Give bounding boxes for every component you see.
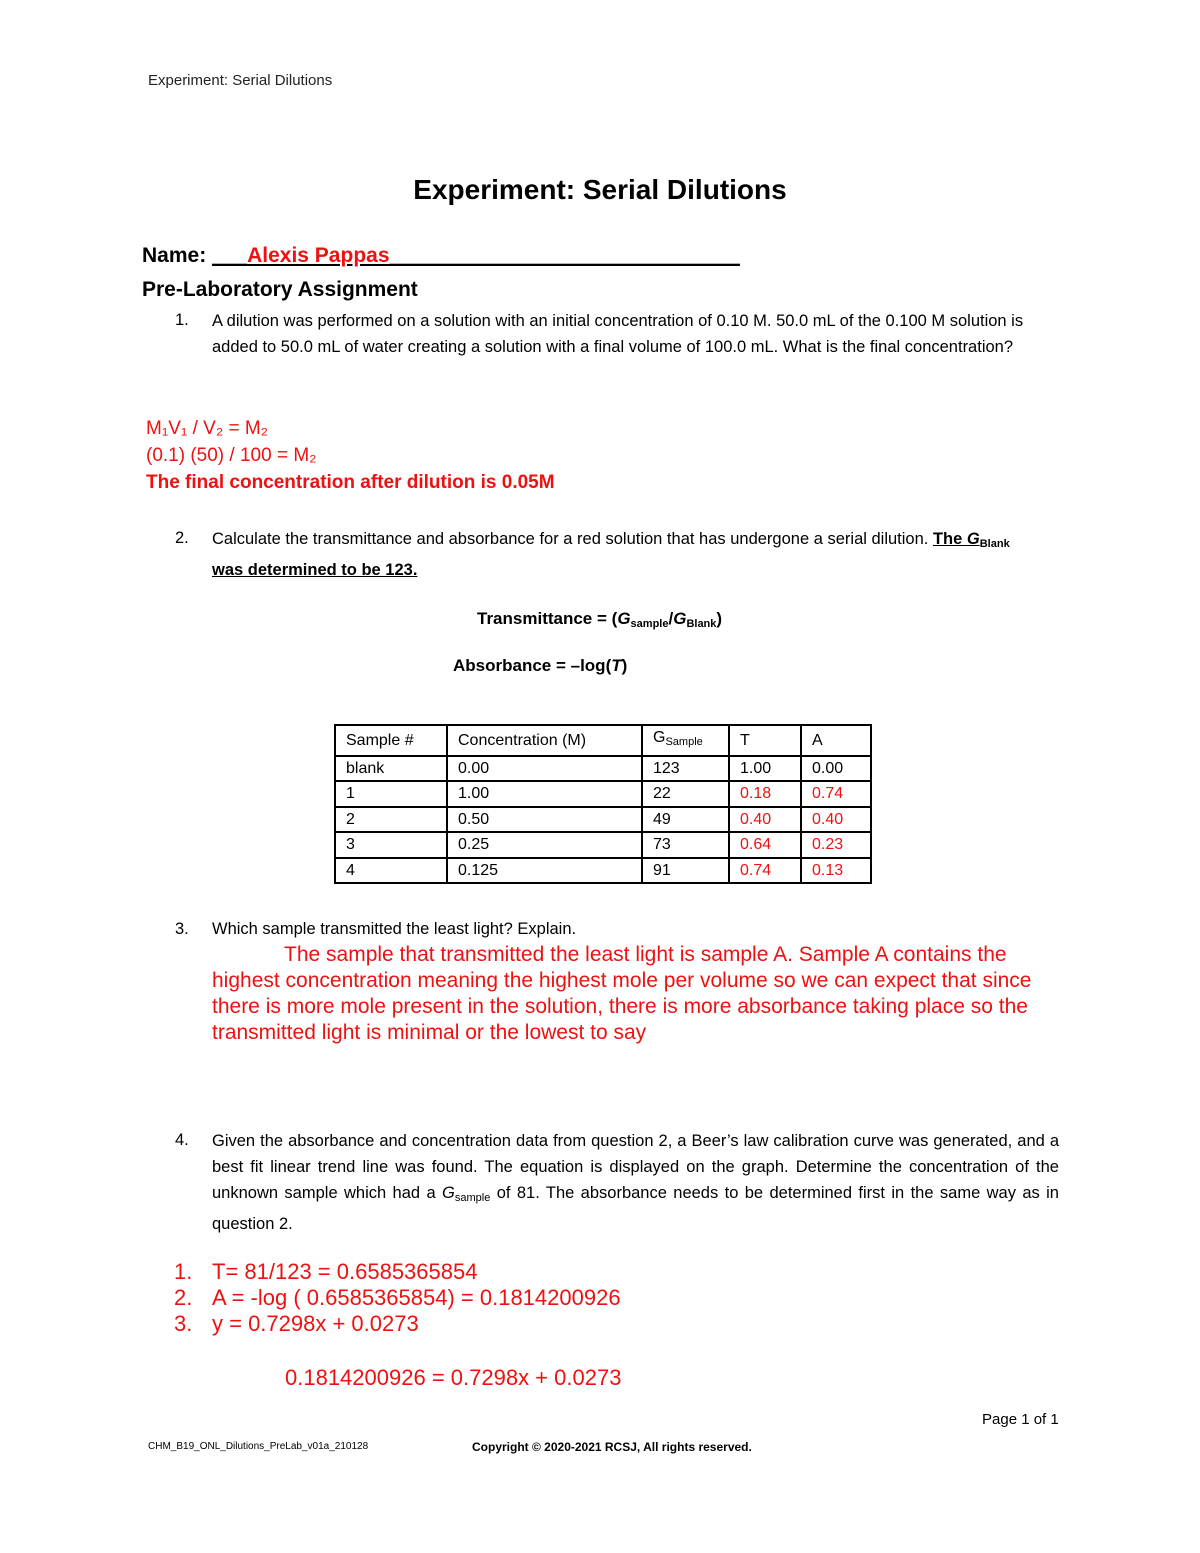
q3-answer: The sample that transmitted the least light is sample A. Sample A contains the highest concentration meaning the highest mole per volume so we can expect that since there is more mole present in the solution, there is more absorbance taking place so the transmitted light is minimal or the lowest to say — [212, 943, 1032, 1044]
header-concentration: Concentration (M) — [447, 725, 642, 756]
cell-sample: 4 — [335, 858, 447, 884]
header-sample: Sample # — [335, 725, 447, 756]
q2-emphasis-suffix: was determined to be 123. — [212, 561, 418, 579]
copyright: Copyright © 2020-2021 RCSJ, All rights reserved. — [472, 1440, 752, 1454]
q4-text-sub: sample — [454, 1192, 491, 1204]
running-header: Experiment: Serial Dilutions — [148, 72, 333, 89]
f1-left: Transmittance = ( — [477, 609, 618, 628]
q1-text: A dilution was performed on a solution with an initial concentration of 0.10 M. 50.0 mL of the 0.100 M solution is added to 50.0 mL of water creating a solution with a final volume of 100.0 mL. What is the final concentration? — [212, 312, 1024, 356]
cell-sample: blank — [335, 756, 447, 782]
table-row — [335, 832, 871, 858]
student-name: Alexis Pappas — [247, 244, 390, 267]
q4-text-part1: Given the absorbance and concentration data from question 2, a Beer’s law calibration curve was generated, and a best fit linear trend line was found. The equation is displayed on the graph. Determine the concentration of the unknown sample which had a — [212, 1132, 1059, 1202]
q4-final-equation: 0.1814200926 = 0.7298x + 0.0273 — [285, 1365, 622, 1390]
absorbance-formula — [453, 656, 627, 676]
q1-answer-line1: M₁V₁ / V₂ = M₂ — [146, 418, 269, 439]
cell-concentration: 0.00 — [447, 756, 642, 782]
q4-text-g: G — [442, 1184, 455, 1202]
cell-concentration: 1.00 — [447, 781, 642, 807]
header-g-sub: Sample — [665, 736, 703, 748]
cell-g: 49 — [642, 807, 729, 833]
cell-g: 73 — [642, 832, 729, 858]
f1-right: ) — [716, 609, 723, 628]
name-label: Name: — [142, 244, 207, 267]
cell-a: 0.40 — [801, 807, 871, 833]
table-row — [335, 858, 871, 884]
q2-text: Calculate the transmittance and absorbance for a red solution that has undergone a serial dilution. — [212, 530, 929, 548]
cell-a: 0.74 — [801, 781, 871, 807]
q4-text — [212, 1128, 1059, 1237]
name-row — [142, 244, 740, 268]
q4-number: 4. — [175, 1131, 189, 1149]
header-a: A — [801, 725, 871, 756]
cell-sample: 3 — [335, 832, 447, 858]
cell-g: 22 — [642, 781, 729, 807]
table-row — [335, 781, 871, 807]
q3-text: Which sample transmitted the least light? Explain. — [212, 920, 577, 938]
f1-sub1: sample — [630, 618, 669, 630]
q4-answer-item — [174, 1285, 621, 1311]
q4-answer-num: 3. — [174, 1311, 193, 1336]
cell-concentration: 0.125 — [447, 858, 642, 884]
cell-a: 0.00 — [801, 756, 871, 782]
cell-concentration: 0.50 — [447, 807, 642, 833]
f1-sub2: Blank — [686, 618, 717, 630]
q4-answer-text: T= 81/123 = 0.6585365854 — [212, 1259, 478, 1284]
document-title: Experiment: Serial Dilutions — [413, 174, 787, 205]
table-row — [335, 807, 871, 833]
q1-answer-line3: The final concentration after dilution is 0.05M — [146, 472, 555, 493]
cell-g: 123 — [642, 756, 729, 782]
q4-answer-text: y = 0.7298x + 0.0273 — [212, 1311, 419, 1336]
cell-a: 0.23 — [801, 832, 871, 858]
cell-g: 91 — [642, 858, 729, 884]
header-t: T — [729, 725, 801, 756]
q4-answer-item — [174, 1259, 478, 1285]
q4-answer-num: 1. — [174, 1259, 193, 1284]
q4-answer-text: A = -log ( 0.6585365854) = 0.1814200926 — [212, 1285, 621, 1310]
cell-t: 0.74 — [729, 858, 801, 884]
name-trail-underline: ______________________________ — [389, 244, 740, 267]
cell-concentration: 0.25 — [447, 832, 642, 858]
document-code: CHM_B19_ONL_Dilutions_PreLab_v01a_210128 — [148, 1441, 369, 1452]
q4-text-part2: of 81. The absorbance needs to be determined first in the same way as in question 2. — [212, 1184, 1059, 1233]
table-row — [335, 756, 871, 782]
q2-number: 2. — [175, 529, 189, 547]
q2-text-block — [212, 526, 1042, 583]
f1-slash: / — [668, 609, 674, 628]
cell-sample: 2 — [335, 807, 447, 833]
cell-sample: 1 — [335, 781, 447, 807]
dilution-data-table — [334, 724, 872, 884]
cell-a: 0.13 — [801, 858, 871, 884]
q2-emphasis-g: G — [966, 530, 980, 548]
q1-answer-line2: (0.1) (50) / 100 = M₂ — [146, 445, 317, 466]
q4-answer-num: 2. — [174, 1285, 193, 1310]
section-title: Pre-Laboratory Assignment — [142, 278, 418, 301]
q1-number: 1. — [175, 311, 189, 329]
q4-answer-item — [174, 1311, 419, 1337]
page-number: Page 1 of 1 — [982, 1411, 1059, 1428]
cell-t: 0.18 — [729, 781, 801, 807]
name-lead-underline: ___ — [212, 244, 248, 267]
f1-g2: G — [673, 609, 687, 628]
f2-left: Absorbance = –log( — [453, 656, 612, 675]
f1-g1: G — [617, 609, 631, 628]
f2-t: T — [611, 656, 622, 675]
q2-emphasis-sub: Blank — [979, 538, 1010, 550]
header-g — [642, 725, 729, 756]
cell-t: 0.64 — [729, 832, 801, 858]
transmittance-formula — [477, 609, 722, 630]
q2-emphasis-prefix: The — [932, 530, 967, 548]
q3-number: 3. — [175, 920, 189, 938]
cell-t: 0.40 — [729, 807, 801, 833]
table-header-row — [335, 725, 871, 756]
f2-right: ) — [621, 656, 628, 675]
cell-t: 1.00 — [729, 756, 801, 782]
header-g-letter: G — [653, 729, 666, 746]
